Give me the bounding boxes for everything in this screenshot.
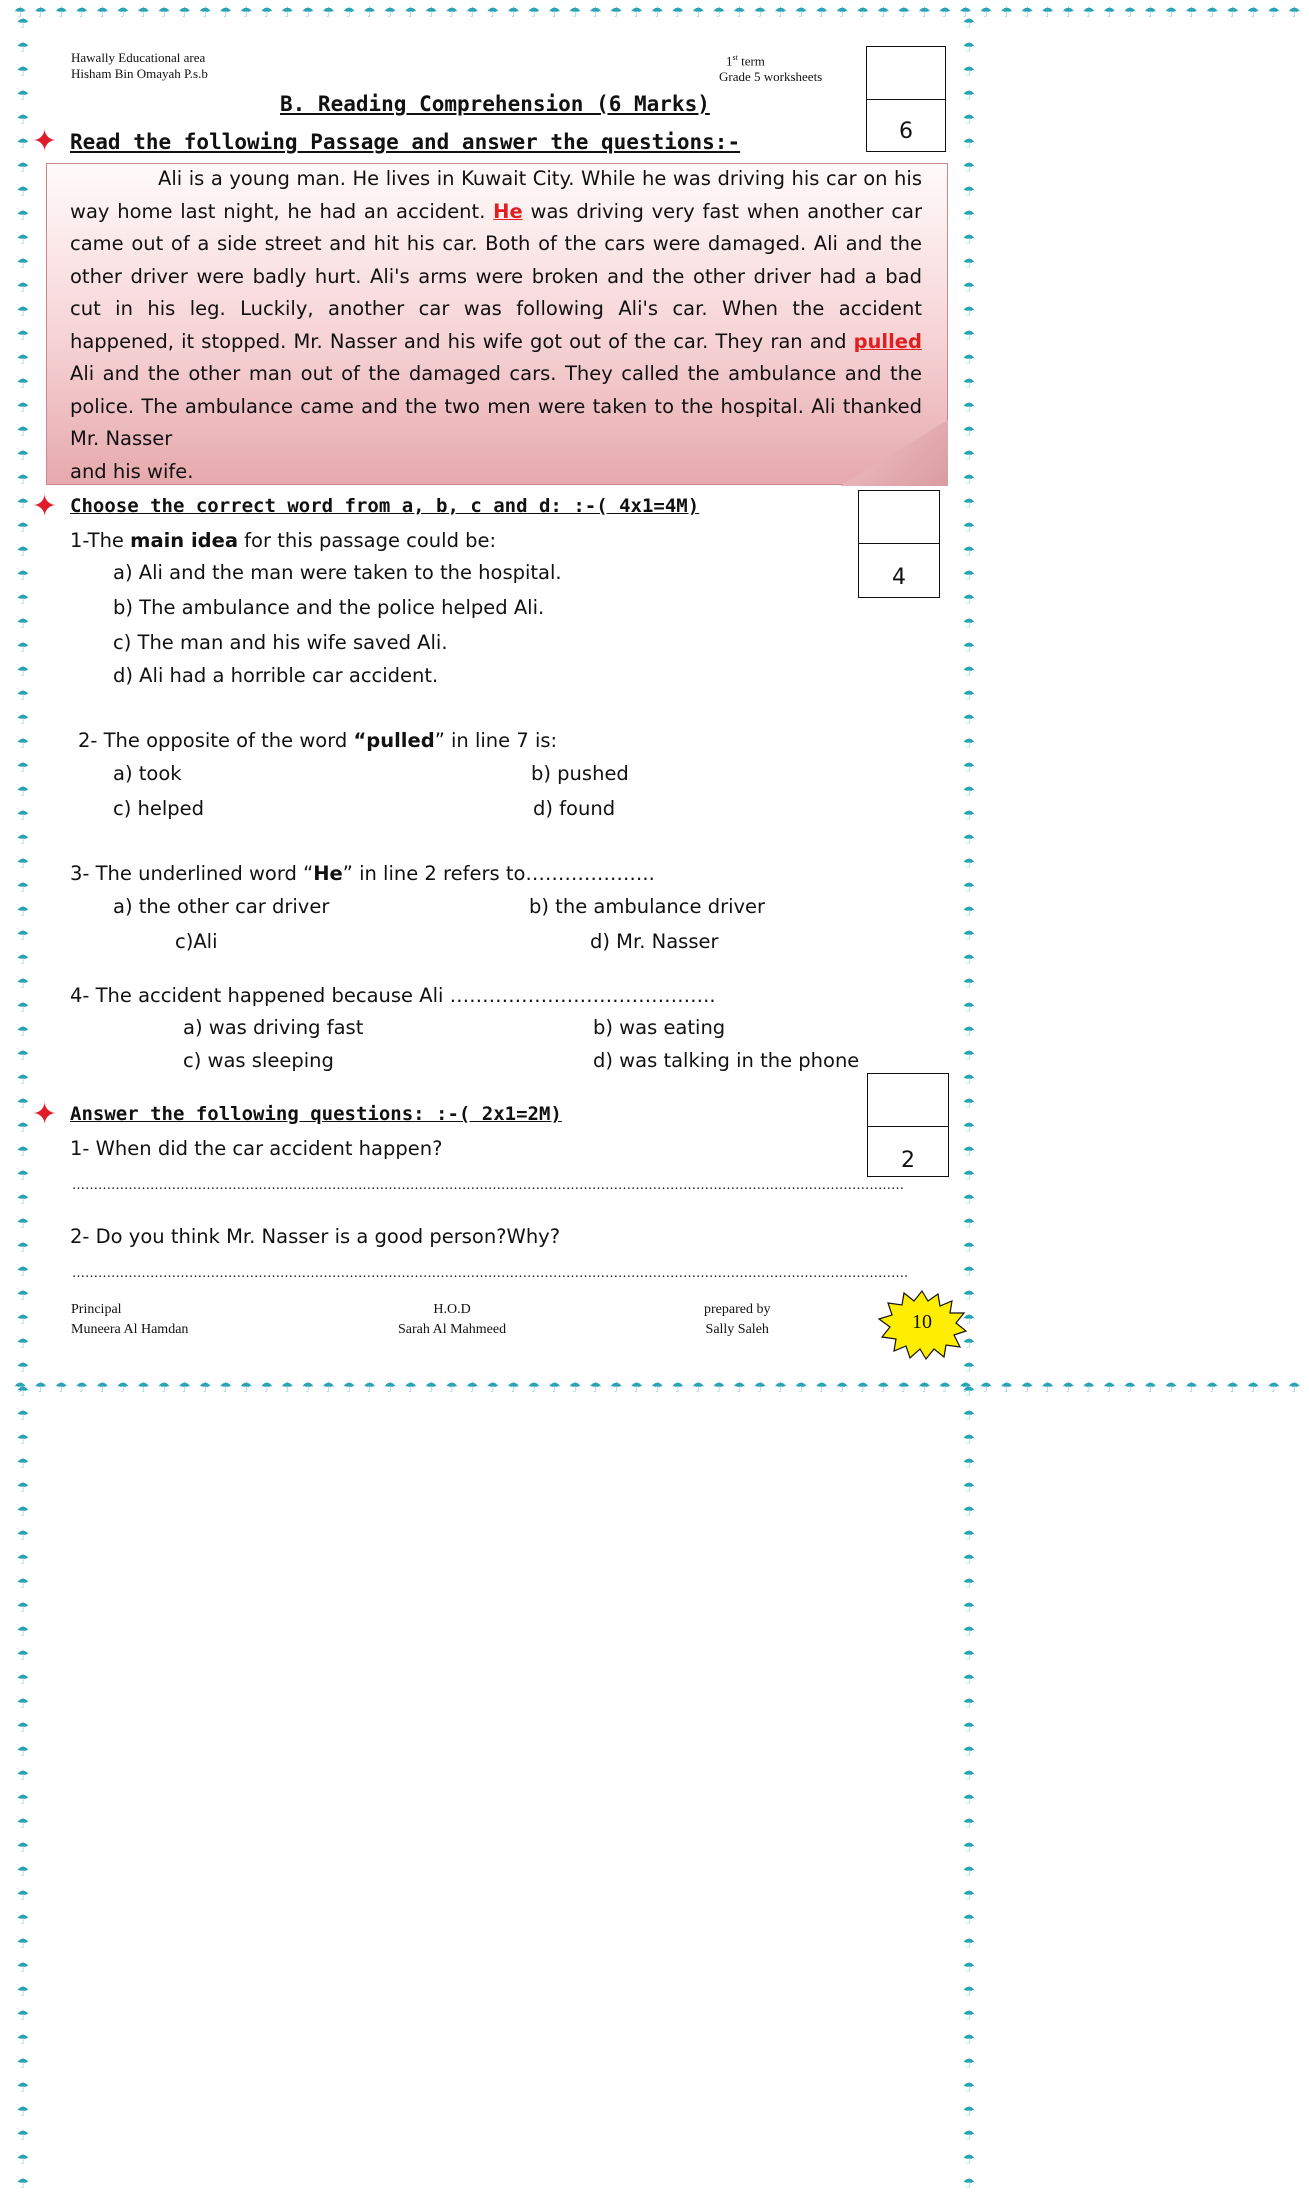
q4-option-b: b) was eating [593,1016,726,1039]
q2-option-d: d) found [533,797,616,820]
header-term: 1st term [726,53,765,69]
star-icon: ✦ [32,489,58,524]
q4-option-a: a) was driving fast [183,1016,364,1039]
page-border-bottom: ☂☂☂☂☂☂☂☂☂☂☂☂☂☂☂☂☂☂☂☂☂☂☂☂☂☂☂☂☂☂☂☂☂☂☂☂☂☂☂☂☂☂☂☂☂☂☂☂☂☂☂☂☂☂☂☂☂☂☂☂☂☂☂ [14,1380,1309,1396]
question-3: 3- The underlined word “He” in line 2 refers to……………….. [70,862,655,885]
answers-heading: Answer the following questions: :-( 2x1=2M) [70,1103,562,1125]
header-school: Hisham Bin Omayah P.s.b [71,66,208,81]
q3-option-a: a) the other car driver [113,895,330,918]
score-box-mcq [858,490,940,598]
header-left [71,50,208,82]
star-icon: ✦ [32,1097,58,1132]
page-border-left: ☂☂☂☂☂☂☂☂☂☂☂☂☂☂☂☂☂☂☂☂☂☂☂☂☂☂☂☂☂☂☂☂☂☂☂☂☂☂☂☂☂☂☂☂☂☂☂☂☂☂☂☂☂☂☂☂☂☂☂☂☂☂☂☂☂☂☂☂☂☂☂☂☂☂☂☂☂☂☂☂☂☂☂☂☂☂☂☂☂☂☂ [15,16,31,2200]
page-border-right: ☂☂☂☂☂☂☂☂☂☂☂☂☂☂☂☂☂☂☂☂☂☂☂☂☂☂☂☂☂☂☂☂☂☂☂☂☂☂☂☂☂☂☂☂☂☂☂☂☂☂☂☂☂☂☂☂☂☂☂☂☂☂☂☂☂☂☂☂☂☂☂☂☂☂☂☂☂☂☂☂☂☂☂☂☂☂☂☂☂☂☂ [961,16,977,2200]
q4-option-d: d) was talking in the phone [593,1049,860,1072]
footer-hod: H.O.D Sarah Al Mahmeed [398,1302,507,1337]
header-area: Hawally Educational area [71,50,206,65]
footer-principal: Principal Muneera Al Hamdan [71,1302,189,1337]
passage-he-word: He [493,199,523,223]
passage-text: Ali is a young man. He lives in Kuwait City. While he was driving his car on his way home last night, he had an accident. He was driving very fast when another car came out of a side street and hit his car. Both of the cars were damaged. Ali and the other driver were badly hurt. Ali's arms were broken and the other driver had a bad cut in his leg. Luckily, another car was following Ali's car. When the accident happened, it stopped. Mr. Nasser and his wife got out of the car. They ran and pulled Ali and the other man out of the damaged cars. They called the ambulance and the police. The ambulance came and the two men were taken to the hospital. Ali thanked Mr. Nasser and his wife. [70,167,923,483]
section-title: B. Reading Comprehension (6 Marks) [280,92,710,116]
q3-option-d: d) Mr. Nasser [590,930,719,953]
q1-option-d: d) Ali had a horrible car accident. [113,664,439,687]
header-grade: Grade 5 worksheets [719,69,823,85]
page-border-top: ☂☂☂☂☂☂☂☂☂☂☂☂☂☂☂☂☂☂☂☂☂☂☂☂☂☂☂☂☂☂☂☂☂☂☂☂☂☂☂☂☂☂☂☂☂☂☂☂☂☂☂☂☂☂☂☂☂☂☂☂☂☂☂ [14,5,1309,21]
footer-prepared: prepared by Sally Saleh [704,1302,771,1337]
score-mcq: 4 [892,565,906,590]
open-question-2: 2- Do you think Mr. Nasser is a good person?Why? [70,1225,561,1248]
open-question-1: 1- When did the car accident happen? [70,1137,443,1160]
star-icon: ✦ [32,124,58,159]
score-total: 6 [899,119,913,144]
score-box-answers [867,1073,949,1177]
answer-line-2[interactable]: …………………………………………………………………………………………………………………………………………………………………………. [72,1266,909,1281]
q2-option-a: a) took [113,762,182,785]
score-answers: 2 [901,1148,915,1173]
q3-option-c: c)Ali [175,930,218,953]
q1-option-a: a) Ali and the man were taken to the hospital. [113,561,562,584]
q1-option-b: b) The ambulance and the police helped Ali. [113,596,545,619]
q1-option-c: c) The man and his wife saved Ali. [113,631,448,654]
instruction: Read the following Passage and answer the questions:- [70,130,741,154]
header-right [719,50,822,85]
q4-option-c: c) was sleeping [183,1049,334,1072]
score-box-total [866,46,946,152]
question-2: 2- The opposite of the word “pulled” in line 7 is: [78,729,558,752]
mcq-heading: Choose the correct word from a, b, c and d: :-( 4x1=4M) [70,495,700,517]
q2-option-b: b) pushed [531,762,629,785]
answer-line-1[interactable]: ………………………………………………………………………………………………………………………………………………………………………… [72,1178,904,1193]
passage-pulled-word: pulled [853,329,922,353]
question-4: 4- The accident happened because Ali ………………………………….. [70,984,716,1007]
q2-option-c: c) helped [113,797,205,820]
question-1: 1-The main idea for this passage could be: [70,529,497,552]
q3-option-b: b) the ambulance driver [529,895,766,918]
page-number: 10 [912,1311,932,1333]
